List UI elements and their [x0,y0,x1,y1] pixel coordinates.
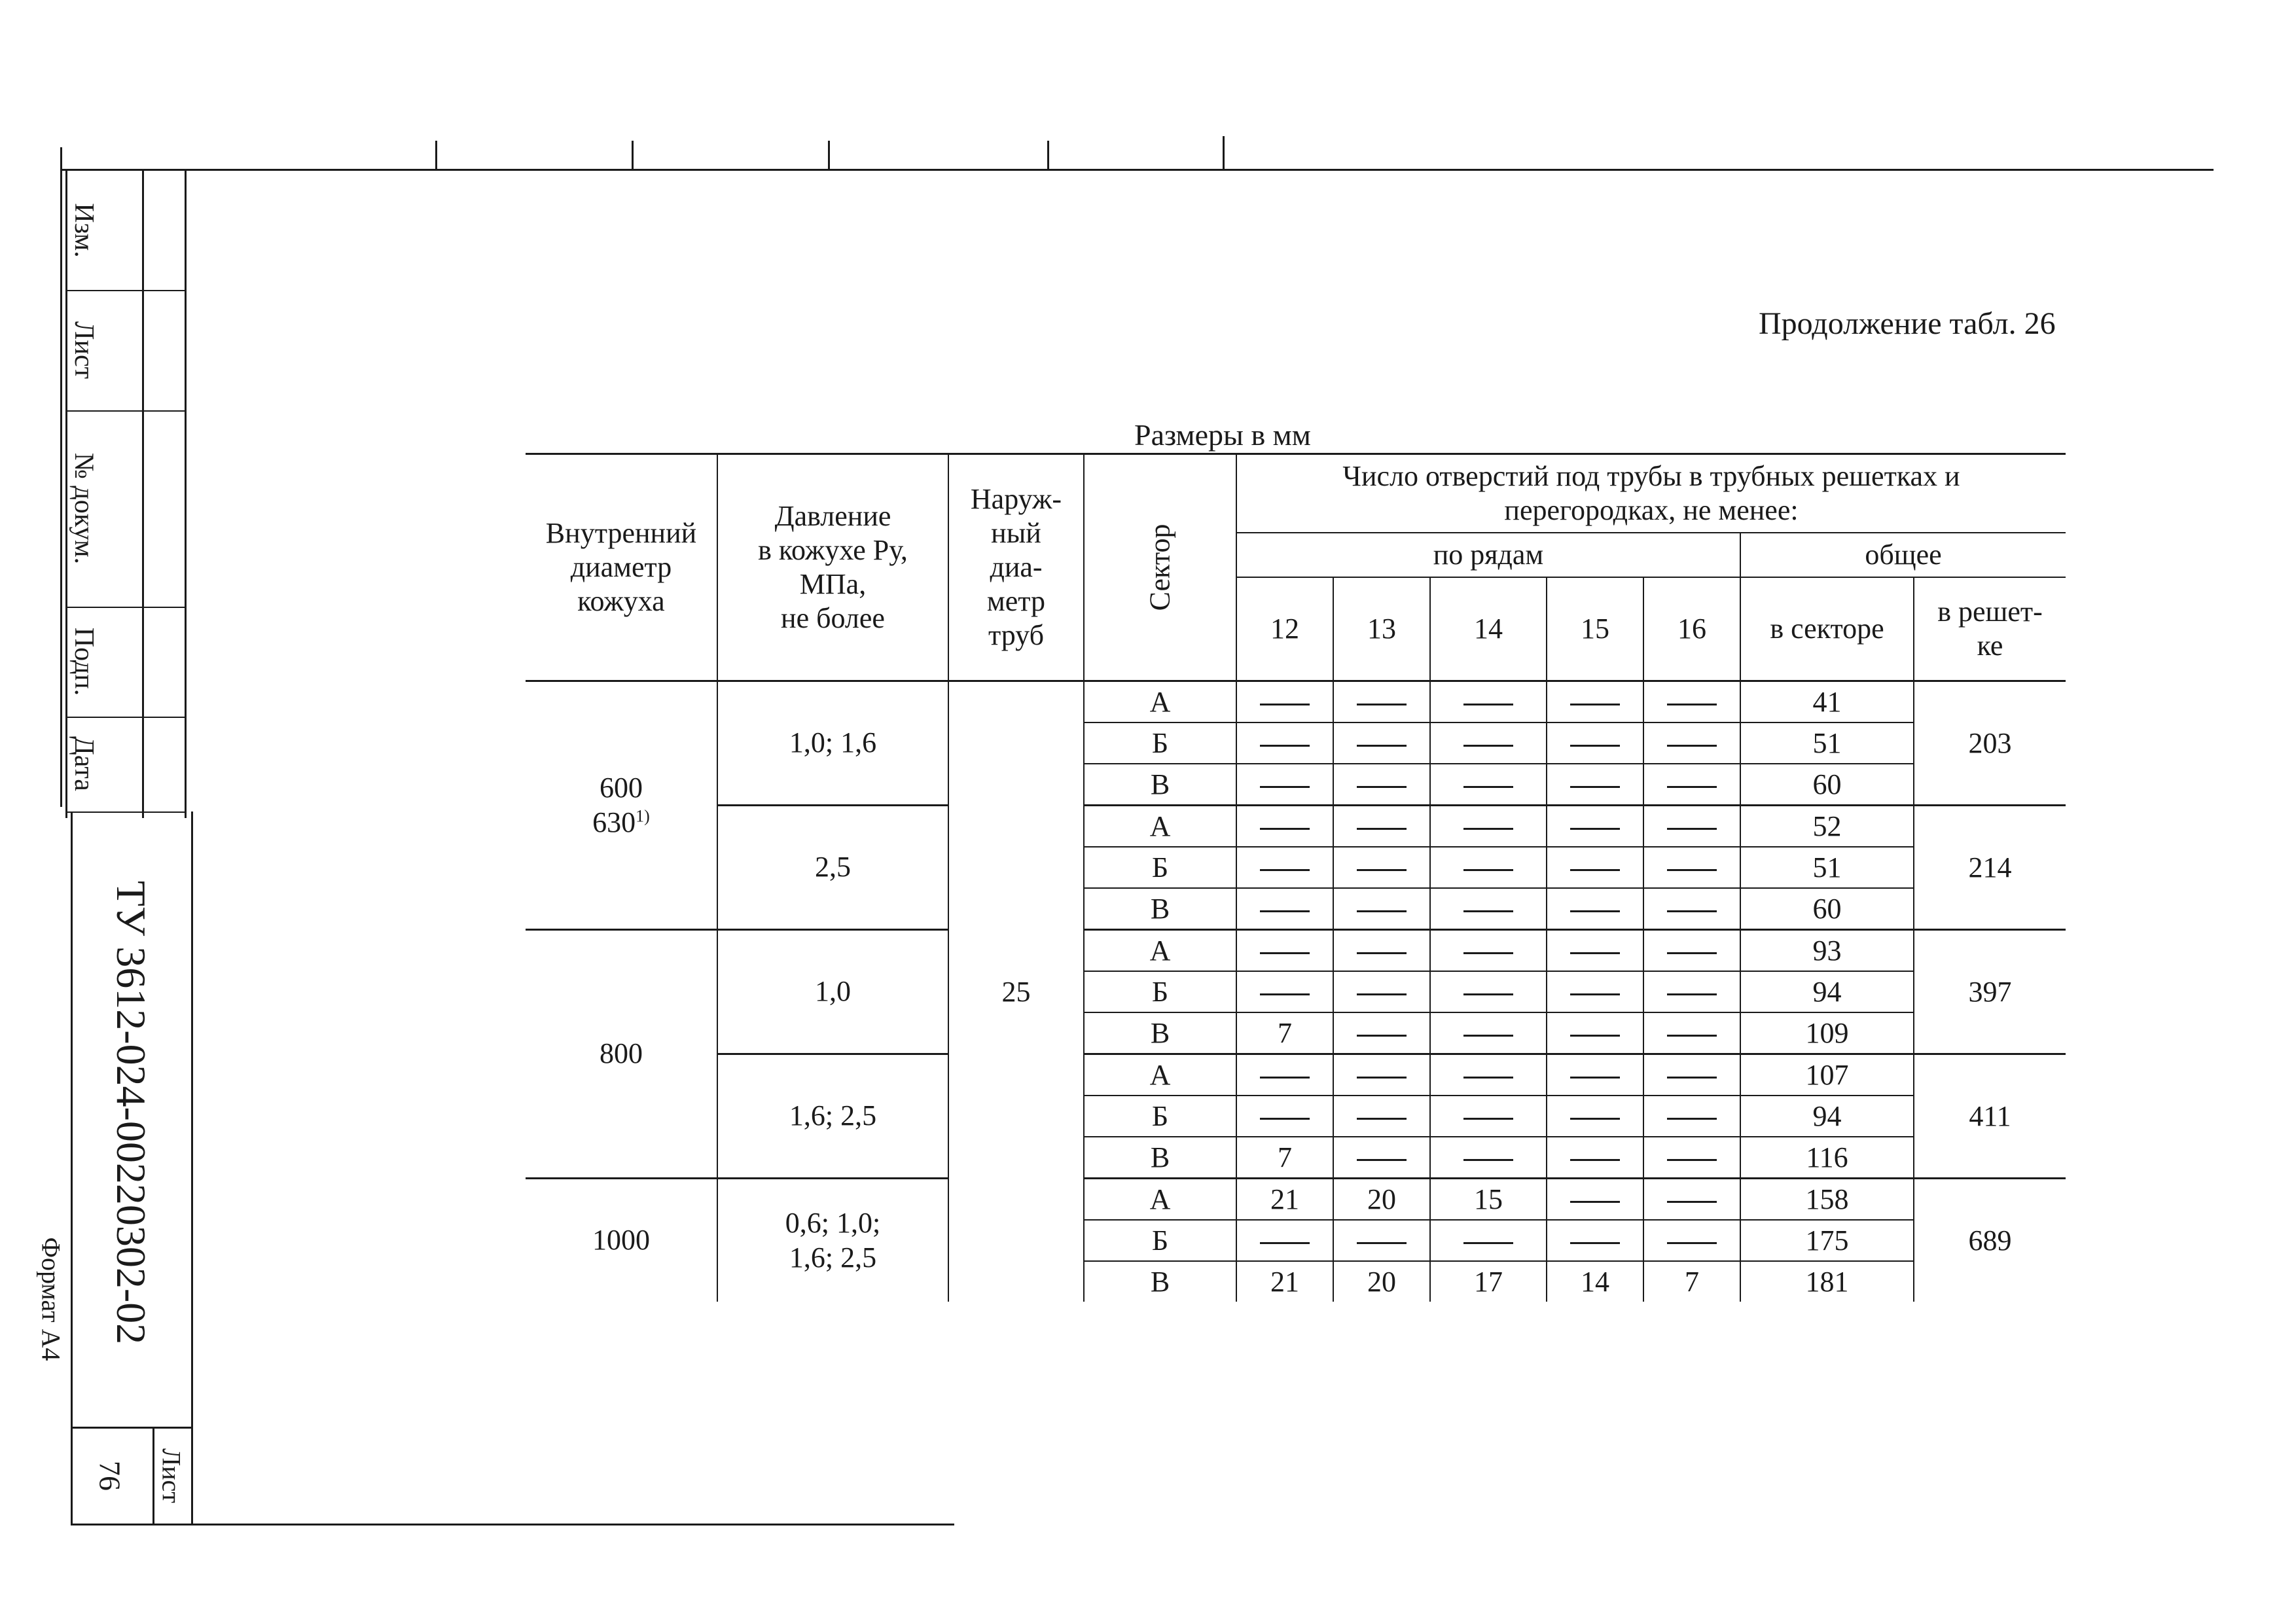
row-count-cell [1236,806,1333,847]
dash-mark [1357,1077,1407,1079]
dash-mark [1570,745,1620,747]
header-inner-diameter: Внутренний диаметр кожуха [526,454,717,681]
dash-mark [1463,1077,1513,1079]
pressure-cell: 0,6; 1,0; 1,6; 2,5 [717,1179,948,1302]
sector-cell: А [1084,1179,1236,1221]
dash-mark [1667,910,1717,912]
tube-diameter-cell: 25 [948,681,1084,1302]
in-sector-cell: 60 [1740,764,1914,806]
sector-cell: А [1084,681,1236,723]
dash-mark [1667,1077,1717,1079]
document-code: ТУ 3612-024-00220302-02 [108,880,154,1345]
table-row [526,1179,2066,1221]
dash-mark [1667,1159,1717,1161]
stamp-label-signature: Подп. [69,627,99,696]
row-count-cell [1547,722,1643,764]
row-count-cell [1236,847,1333,888]
bottom-frame-line [71,1524,954,1525]
dash-mark [1570,1159,1620,1161]
row-count-cell [1643,1179,1740,1221]
dash-mark [1463,1242,1513,1244]
in-sector-cell: 60 [1740,888,1914,930]
row-count-cell [1547,971,1643,1012]
inner-diameter-cell: 1000 [526,1179,717,1302]
dash-mark [1357,952,1407,954]
footnote-marker: 1) [636,806,650,825]
left-frame-line [60,147,62,807]
in-sector-cell: 51 [1740,847,1914,888]
dash-mark [1463,869,1513,871]
dash-mark [1570,952,1620,954]
tube-holes-table [526,453,2066,1302]
dash-mark [1570,828,1620,830]
dash-mark [1463,952,1513,954]
in-sector-cell: 175 [1740,1220,1914,1261]
row-count-cell [1547,681,1643,723]
frame-tick [435,141,437,170]
row-count-cell [1643,1137,1740,1179]
row-count-cell [1236,681,1333,723]
row-count-cell [1333,971,1430,1012]
dash-mark [1667,828,1717,830]
pressure-cell: 1,6; 2,5 [717,1054,948,1179]
dash-mark [1667,1035,1717,1037]
dash-mark [1570,1201,1620,1203]
row-count-cell [1547,888,1643,930]
row-count-cell [1430,764,1547,806]
row-count-cell [1333,847,1430,888]
dash-mark [1260,910,1310,912]
header-pressure: Давление в кожухе Ру, МПа, не более [717,454,948,681]
dash-mark [1260,1077,1310,1079]
dash-mark [1260,1118,1310,1120]
dash-mark [1463,1159,1513,1161]
sector-cell: А [1084,806,1236,847]
row-count-cell [1643,930,1740,972]
row-count-cell [1236,888,1333,930]
dash-mark [1357,1035,1407,1037]
row-count-cell: 7 [1236,1012,1333,1054]
row-count-cell [1430,1220,1547,1261]
sector-cell: В [1084,764,1236,806]
table-body [526,681,2066,1302]
in-sector-cell: 93 [1740,930,1914,972]
row-count-cell [1333,1096,1430,1137]
row-count-cell [1333,1220,1430,1261]
dash-mark [1667,869,1717,871]
dash-mark [1463,1118,1513,1120]
row-count-cell [1236,1220,1333,1261]
dash-mark [1260,828,1310,830]
header-in-grid: в решет- ке [1914,577,2066,681]
row-count-cell [1430,806,1547,847]
sector-cell: Б [1084,1096,1236,1137]
table-row [526,930,2066,972]
stamp-label-sheet: Лист [69,321,99,379]
row-count-cell [1643,681,1740,723]
dash-mark [1667,1242,1717,1244]
dash-mark [1260,704,1310,705]
row-count-cell [1643,722,1740,764]
sector-cell: В [1084,888,1236,930]
table-row [526,806,2066,847]
dash-mark [1357,869,1407,871]
header-in-sector: в секторе [1740,577,1914,681]
dash-mark [1667,704,1717,705]
table-row [526,1054,2066,1096]
dash-mark [1667,993,1717,995]
row-count-cell: 7 [1643,1261,1740,1302]
row-count-cell: 21 [1236,1179,1333,1221]
row-count-cell [1236,930,1333,972]
dash-mark [1357,1242,1407,1244]
row-count-cell [1547,764,1643,806]
dash-mark [1570,869,1620,871]
row-count-cell [1643,806,1740,847]
grid-total-cell: 689 [1914,1179,2066,1302]
in-sector-cell: 109 [1740,1012,1914,1054]
dash-mark [1260,745,1310,747]
pressure-cell: 2,5 [717,806,948,930]
dash-mark [1667,952,1717,954]
dash-mark [1357,745,1407,747]
dash-mark [1463,1035,1513,1037]
grid-total-cell: 203 [1914,681,2066,806]
stamp-label-document-number: № докум. [69,452,99,565]
row-count-cell [1333,888,1430,930]
row-count-cell [1547,1054,1643,1096]
dash-mark [1260,952,1310,954]
table-continuation-caption: Продолжение табл. 26 [1759,306,2056,341]
sector-cell: А [1084,930,1236,972]
row-count-cell [1430,888,1547,930]
dash-mark [1570,704,1620,705]
row-count-cell: 21 [1236,1261,1333,1302]
in-sector-cell: 181 [1740,1261,1914,1302]
row-count-cell: 7 [1236,1137,1333,1179]
row-count-cell [1430,1096,1547,1137]
sector-cell: Б [1084,722,1236,764]
grid-total-cell: 411 [1914,1054,2066,1179]
row-count-cell [1547,930,1643,972]
sector-cell: Б [1084,1220,1236,1261]
row-count-cell: 15 [1430,1179,1547,1221]
row-count-cell [1430,1054,1547,1096]
header-row-14: 14 [1430,577,1547,681]
dash-mark [1463,704,1513,705]
dash-mark [1667,1201,1717,1203]
frame-tick [1047,141,1049,170]
row-count-cell [1547,1220,1643,1261]
units-caption: Размеры в мм [1134,418,1311,452]
in-sector-cell: 51 [1740,722,1914,764]
header-outer-diameter: Наруж- ный диа- метр труб [948,454,1084,681]
inner-diameter-cell: 800 [526,930,717,1179]
row-count-cell: 20 [1333,1179,1430,1221]
in-sector-cell: 52 [1740,806,1914,847]
dash-mark [1357,704,1407,705]
dash-mark [1463,828,1513,830]
dash-mark [1570,1118,1620,1120]
row-count-cell [1333,764,1430,806]
top-frame-line [60,169,2214,171]
dash-mark [1463,745,1513,747]
row-count-cell [1547,847,1643,888]
sector-cell: В [1084,1261,1236,1302]
sheet-label: Лист [156,1448,187,1503]
sector-cell: В [1084,1012,1236,1054]
dash-mark [1570,786,1620,788]
dash-mark [1667,786,1717,788]
row-count-cell [1547,1012,1643,1054]
dash-mark [1357,910,1407,912]
row-count-cell: 20 [1333,1261,1430,1302]
stamp-label-date: Дата [69,736,99,791]
sector-cell: В [1084,1137,1236,1179]
dash-mark [1357,1159,1407,1161]
grid-total-cell: 214 [1914,806,2066,930]
dash-mark [1463,993,1513,995]
dash-mark [1260,869,1310,871]
row-count-cell [1547,1096,1643,1137]
row-count-cell: 14 [1547,1261,1643,1302]
dash-mark [1570,1035,1620,1037]
sector-cell: Б [1084,847,1236,888]
grid-total-cell: 397 [1914,930,2066,1054]
row-count-cell [1643,847,1740,888]
row-count-cell [1430,971,1547,1012]
row-count-cell [1236,764,1333,806]
dash-mark [1570,910,1620,912]
frame-tick [1223,136,1225,170]
row-count-cell [1333,722,1430,764]
row-count-cell [1430,722,1547,764]
format-label: Формат А4 [36,1237,66,1361]
row-count-cell [1643,971,1740,1012]
sector-cell: Б [1084,971,1236,1012]
row-count-cell [1333,1137,1430,1179]
dash-mark [1570,993,1620,995]
dash-mark [1357,786,1407,788]
dash-mark [1357,993,1407,995]
header-by-rows: по рядам [1236,533,1740,577]
row-count-cell [1236,1054,1333,1096]
row-count-cell [1547,806,1643,847]
row-count-cell [1430,1137,1547,1179]
row-count-cell [1333,930,1430,972]
header-row-16: 16 [1643,577,1740,681]
row-count-cell [1643,888,1740,930]
header-hole-count: Число отверстий под трубы в трубных решетках и перегородках, не менее: [1236,454,2066,533]
row-count-cell [1430,681,1547,723]
sector-cell: А [1084,1054,1236,1096]
row-count-cell [1643,1220,1740,1261]
dash-mark [1357,828,1407,830]
in-sector-cell: 94 [1740,1096,1914,1137]
header-row-15: 15 [1547,577,1643,681]
pressure-cell: 1,0 [717,930,948,1054]
header-total: общее [1740,533,2066,577]
in-sector-cell: 116 [1740,1137,1914,1179]
row-count-cell: 17 [1430,1261,1547,1302]
row-count-cell [1643,764,1740,806]
row-count-cell [1643,1054,1740,1096]
row-count-cell [1236,722,1333,764]
header-row-13: 13 [1333,577,1430,681]
row-count-cell [1643,1012,1740,1054]
dash-mark [1667,745,1717,747]
in-sector-cell: 107 [1740,1054,1914,1096]
row-count-cell [1333,1012,1430,1054]
row-count-cell [1430,1012,1547,1054]
row-count-cell [1547,1137,1643,1179]
table-row [526,681,2066,723]
sheet-number: 76 [93,1461,127,1491]
row-count-cell [1430,930,1547,972]
dash-mark [1260,786,1310,788]
dash-mark [1260,993,1310,995]
dash-mark [1570,1077,1620,1079]
row-count-cell [1333,806,1430,847]
row-count-cell [1643,1096,1740,1137]
in-sector-cell: 41 [1740,681,1914,723]
dash-mark [1357,1118,1407,1120]
row-count-cell [1333,1054,1430,1096]
pressure-cell: 1,0; 1,6 [717,681,948,806]
row-count-cell [1430,847,1547,888]
in-sector-cell: 94 [1740,971,1914,1012]
header-row-12: 12 [1236,577,1333,681]
dash-mark [1570,1242,1620,1244]
row-count-cell [1547,1179,1643,1221]
row-count-cell [1333,681,1430,723]
dash-mark [1260,1242,1310,1244]
stamp-label-change: Изм. [69,203,99,258]
frame-tick [632,141,634,170]
row-count-cell [1236,971,1333,1012]
header-sector: Сектор [1084,454,1236,681]
dash-mark [1463,910,1513,912]
frame-tick [828,141,830,170]
dash-mark [1463,786,1513,788]
in-sector-cell: 158 [1740,1179,1914,1221]
dash-mark [1667,1118,1717,1120]
inner-diameter-cell: 600 630$^{1)}$ [526,681,717,930]
row-count-cell [1236,1096,1333,1137]
